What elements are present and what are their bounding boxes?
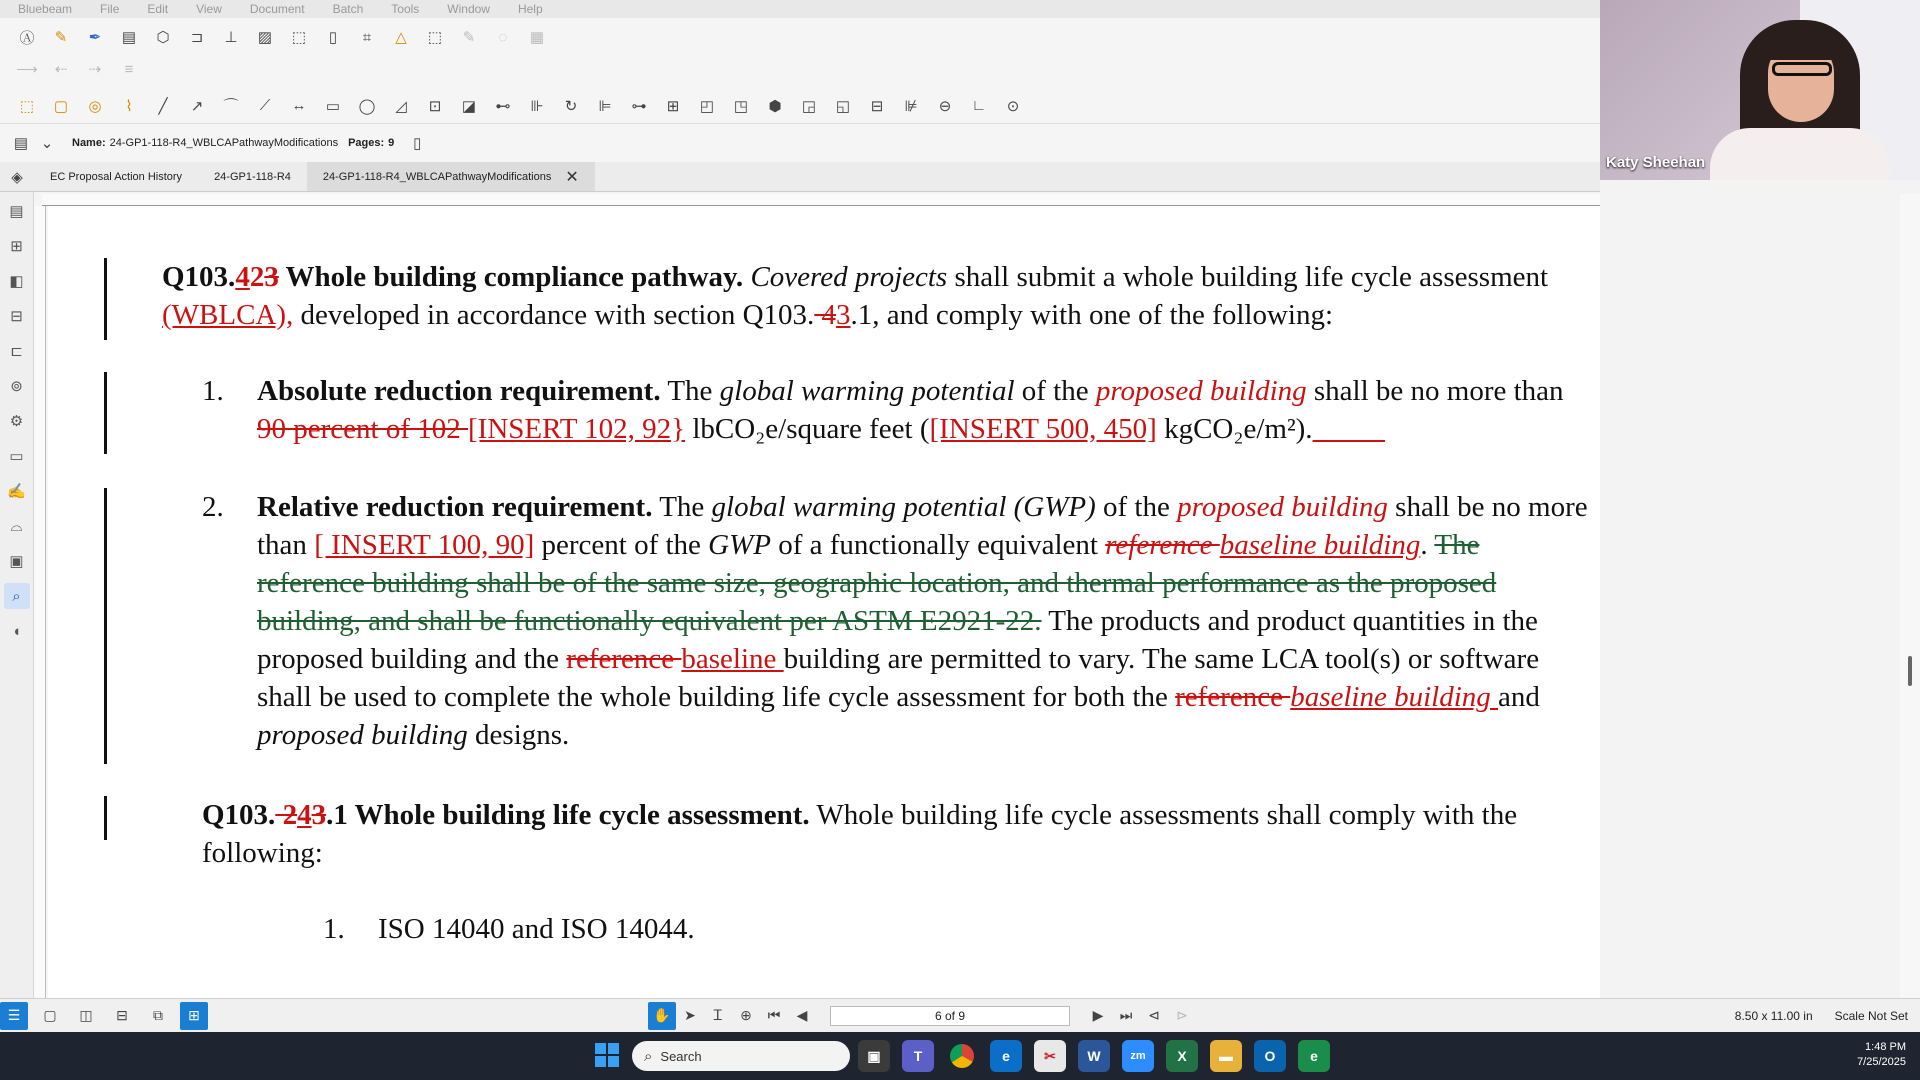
body-text: The products and product quantities in the bbox=[1041, 605, 1538, 637]
body-text: .1, and comply with one of the following: bbox=[850, 299, 1333, 331]
measure-length-icon[interactable]: ⊡ bbox=[428, 97, 442, 115]
defined-term: global warming potential bbox=[719, 375, 1015, 407]
previous-page-icon[interactable]: ◀ bbox=[796, 1007, 808, 1023]
stamp-icon[interactable]: ▤ bbox=[121, 29, 137, 46]
toolbar-markup bbox=[0, 88, 1600, 124]
body-text: shall be no more than bbox=[1306, 375, 1564, 407]
last-page-icon[interactable]: ⏭ bbox=[1119, 1007, 1133, 1023]
layer-icon[interactable]: ◰ bbox=[699, 97, 715, 115]
body-text: Whole building life cycle assessments shall comply with the bbox=[809, 799, 1518, 831]
arrow-icon[interactable]: ↗ bbox=[190, 97, 204, 115]
menu-bar bbox=[0, 0, 1600, 18]
name-label: Name: bbox=[72, 137, 106, 149]
inserted-text: 4 bbox=[297, 799, 312, 831]
change-bar bbox=[104, 258, 107, 340]
inserted-text: baseline bbox=[681, 643, 784, 675]
angle-icon[interactable]: ◱ bbox=[835, 97, 851, 115]
rotate-icon[interactable]: ↻ bbox=[564, 97, 578, 115]
line-width-icon[interactable]: ≡ bbox=[124, 60, 134, 78]
crop-icon[interactable]: ⬚ bbox=[291, 29, 307, 46]
section-number: Q103. bbox=[162, 261, 236, 293]
markup-rect-icon[interactable]: ▢ bbox=[53, 97, 69, 115]
document-icon[interactable]: ▤ bbox=[13, 135, 29, 152]
defined-term: GWP bbox=[708, 529, 771, 561]
file-explorer-icon[interactable]: ▬ bbox=[1210, 1040, 1242, 1072]
grid-icon[interactable]: ⊞ bbox=[10, 238, 23, 255]
measure-perimeter-icon[interactable]: ⊷ bbox=[495, 97, 511, 115]
inserted-text: [ INSERT 100, 90] bbox=[314, 529, 535, 561]
body-text: percent of the bbox=[534, 529, 709, 561]
select-area-icon[interactable]: ⬚ bbox=[427, 29, 443, 46]
edge-icon[interactable]: e bbox=[990, 1040, 1022, 1072]
single-page-icon[interactable]: ▢ bbox=[43, 1007, 57, 1023]
teams-icon[interactable]: T bbox=[902, 1040, 934, 1072]
diameter-icon[interactable]: ◲ bbox=[801, 97, 817, 115]
body-text: The bbox=[660, 375, 720, 407]
tab-label: 24-GP1-118-R4_WBLCAPathwayModifications bbox=[322, 170, 552, 183]
task-view-icon[interactable]: ▣ bbox=[858, 1040, 890, 1072]
document-tabs bbox=[0, 162, 1600, 192]
menu-item[interactable]: Edit bbox=[147, 2, 169, 16]
shape-icon[interactable]: ⬡ bbox=[156, 29, 170, 46]
menu-item[interactable]: Window bbox=[447, 2, 490, 16]
alert-icon[interactable]: △ bbox=[395, 29, 407, 46]
body-text: of a functionally equivalent bbox=[771, 529, 1106, 561]
back-view-icon[interactable]: ⊲ bbox=[1148, 1007, 1160, 1023]
inserted-text: 4 bbox=[235, 261, 250, 293]
sync-icon[interactable]: ⧉ bbox=[153, 1007, 163, 1023]
polyline-icon[interactable]: ⟋ bbox=[259, 97, 271, 114]
callout-icon[interactable]: ⊐ bbox=[190, 29, 204, 46]
distribute-icon[interactable]: ⊶ bbox=[631, 97, 647, 115]
menu-item[interactable]: View bbox=[196, 2, 222, 16]
signature-icon[interactable]: ✍ bbox=[7, 483, 26, 500]
angle-measure-icon[interactable]: ∟ bbox=[971, 97, 987, 114]
location-icon[interactable]: ⊚ bbox=[10, 378, 23, 395]
body-text: than bbox=[257, 529, 315, 561]
stamp-tool-icon[interactable]: ⊥ bbox=[224, 29, 238, 46]
body-text: and bbox=[1498, 681, 1540, 713]
changed-text: 2 bbox=[249, 261, 265, 293]
clock-time: 1:48 PM bbox=[1865, 1041, 1906, 1053]
system-clock[interactable] bbox=[1846, 1040, 1906, 1070]
document-name: 24-GP1-118-R4_WBLCAPathwayModifications bbox=[109, 137, 339, 149]
item-relative-reduction bbox=[202, 488, 1600, 754]
page-number-field[interactable]: 6 of 9 bbox=[830, 1006, 1070, 1026]
defined-term: proposed building bbox=[1177, 491, 1388, 523]
section-q103-whole-building-pathway bbox=[162, 258, 1582, 334]
properties-bar bbox=[0, 128, 1600, 158]
deleted-text: 3 bbox=[264, 261, 279, 293]
horizontal-ruler bbox=[42, 194, 1600, 206]
body-text: of the bbox=[1014, 375, 1096, 407]
item-absolute-reduction bbox=[202, 372, 1600, 448]
count-icon[interactable]: ⊯ bbox=[904, 97, 918, 115]
inserted-text bbox=[1313, 413, 1386, 445]
inserted-text: [INSERT 102, 92} bbox=[468, 413, 686, 445]
tab-ec-proposal-action-history[interactable] bbox=[34, 162, 198, 191]
body-text: designs. bbox=[467, 719, 570, 751]
defined-term: Covered projects bbox=[743, 261, 948, 293]
toolbar-line-styles bbox=[0, 54, 1600, 84]
page-setup-icon[interactable]: ▯ bbox=[413, 135, 422, 152]
select-icon[interactable]: ➤ bbox=[684, 1007, 696, 1023]
text-select-icon[interactable]: Ꮖ bbox=[713, 1007, 723, 1023]
crop-tool-icon[interactable]: ⌗ bbox=[362, 28, 372, 46]
split-horizontal-icon[interactable]: ⊟ bbox=[116, 1007, 128, 1023]
body-text: . bbox=[1420, 529, 1435, 561]
body-text: kgCO₂e/m²). bbox=[1156, 413, 1313, 445]
inserted-text: (WBLCA), bbox=[162, 299, 294, 331]
taskbar-search[interactable] bbox=[632, 1041, 850, 1071]
defined-term: global warming potential (GWP) bbox=[711, 491, 1096, 523]
inserted-text: 3 bbox=[836, 299, 851, 331]
line-icon[interactable]: ╱ bbox=[158, 97, 168, 115]
item-iso-standards bbox=[323, 910, 1523, 948]
item-heading: Relative reduction requirement. bbox=[257, 491, 653, 523]
vertical-ruler bbox=[34, 206, 46, 998]
defined-term: proposed building bbox=[1095, 375, 1307, 407]
left-panel-bar bbox=[0, 192, 34, 998]
arc-icon[interactable]: ⌒ bbox=[223, 98, 239, 115]
toolbar-main bbox=[0, 20, 1600, 54]
page-size: 8.50 x 11.00 in bbox=[1734, 1008, 1813, 1023]
markup-cloud-icon[interactable]: ◎ bbox=[88, 97, 102, 115]
tab-label: EC Proposal Action History bbox=[50, 170, 183, 183]
section-heading: Whole building compliance pathway. bbox=[278, 261, 744, 293]
volume-icon[interactable]: ◳ bbox=[733, 97, 749, 115]
inserted-text: [INSERT 500, 450] bbox=[929, 413, 1157, 445]
toolchest-icon[interactable]: ⊟ bbox=[10, 308, 23, 325]
deleted-text: reference bbox=[1105, 529, 1220, 561]
document-page bbox=[48, 206, 1600, 998]
deleted-text: reference bbox=[566, 643, 682, 675]
scale-status[interactable]: Scale Not Set bbox=[1834, 1008, 1908, 1023]
menu-item[interactable]: Document bbox=[249, 2, 305, 16]
page-count: 9 bbox=[388, 137, 395, 149]
page-icon[interactable]: ▯ bbox=[328, 29, 338, 46]
disabled-tool-icon: ◌ bbox=[498, 28, 508, 46]
body-text: of the bbox=[1095, 491, 1178, 523]
highlight-icon[interactable]: ✎ bbox=[54, 29, 68, 46]
thumbnails-icon[interactable]: ▤ bbox=[9, 203, 24, 220]
tab-wblca-pathway-modifications[interactable] bbox=[307, 162, 595, 191]
settings-icon[interactable]: ⚙ bbox=[9, 413, 24, 430]
participant-body bbox=[1710, 128, 1890, 180]
change-bar bbox=[104, 372, 107, 454]
align-icon[interactable]: ⊫ bbox=[598, 97, 612, 115]
polygon-icon[interactable]: ◿ bbox=[395, 97, 407, 115]
word-icon[interactable]: W bbox=[1078, 1040, 1110, 1072]
chrome-icon[interactable] bbox=[946, 1040, 978, 1072]
body-text: proposed building and the bbox=[257, 643, 567, 675]
body-text: following: bbox=[202, 837, 323, 869]
list-view-icon[interactable]: ☰ bbox=[0, 1002, 28, 1030]
cloud-icon[interactable]: ◖ bbox=[11, 622, 22, 640]
ellipse-icon[interactable]: ◯ bbox=[358, 97, 376, 115]
menu-item[interactable]: Batch bbox=[332, 2, 364, 16]
group-icon[interactable]: ⊞ bbox=[666, 97, 680, 115]
menu-item[interactable]: File bbox=[100, 2, 120, 16]
section-q103-wblca bbox=[202, 796, 1600, 872]
deleted-text: building, and shall be functionally equivalent per ASTM E2921-22. bbox=[257, 605, 1042, 637]
tab-24-gp1-118-r4[interactable] bbox=[198, 162, 307, 191]
snap-icon[interactable]: ⊞ bbox=[180, 1002, 208, 1030]
body-text: building are permitted to vary. The same LCA tool(s) or software bbox=[783, 643, 1540, 675]
zoom-icon[interactable]: zm bbox=[1122, 1040, 1154, 1072]
excel-icon[interactable]: X bbox=[1166, 1040, 1198, 1072]
line-start-icon[interactable]: ⇢ bbox=[88, 61, 102, 78]
file-access-icon[interactable]: ⊏ bbox=[10, 343, 23, 360]
disabled-tool-icon: ▦ bbox=[529, 29, 545, 46]
body-text: shall be used to complete the whole building life cycle assessment for both the bbox=[257, 681, 1176, 713]
markup-select-icon[interactable]: ⬚ bbox=[19, 97, 35, 115]
layers-icon[interactable]: ◈ bbox=[11, 169, 23, 186]
pan-icon[interactable]: ✋ bbox=[648, 1002, 676, 1030]
line-end-icon[interactable]: ⇠ bbox=[54, 61, 68, 78]
deleted-text: 90 percent of 102 bbox=[257, 413, 468, 445]
item-heading: Absolute reduction requirement. bbox=[257, 375, 661, 407]
cube-icon[interactable]: ⬢ bbox=[768, 97, 782, 115]
next-page-icon[interactable]: ▶ bbox=[1092, 1007, 1104, 1023]
clock-date: 7/25/2025 bbox=[1857, 1056, 1906, 1068]
deleted-text: 2 bbox=[275, 799, 298, 831]
deleted-text: reference bbox=[1175, 681, 1291, 713]
list-number: 2. bbox=[202, 491, 224, 523]
deleted-text: 3 bbox=[311, 799, 327, 831]
section-heading: .1 Whole building life cycle assessment. bbox=[326, 799, 810, 831]
outlook-icon[interactable]: O bbox=[1254, 1040, 1286, 1072]
rectangle-icon[interactable]: ▭ bbox=[325, 97, 341, 115]
deleted-text: 4 bbox=[814, 299, 837, 331]
split-vertical-icon[interactable]: ◫ bbox=[79, 1007, 93, 1023]
search-placeholder: Search bbox=[660, 1048, 702, 1064]
measure-area-icon[interactable]: ◪ bbox=[461, 97, 477, 115]
search-icon: ⌕ bbox=[644, 1047, 653, 1065]
scrollbar-thumb[interactable] bbox=[1908, 656, 1912, 686]
snipping-tool-icon[interactable]: ✂ bbox=[1034, 1040, 1066, 1072]
disabled-tool-icon: ✎ bbox=[462, 29, 476, 46]
vertical-scrollbar-track[interactable] bbox=[1900, 194, 1920, 998]
edge-dev-icon[interactable]: e bbox=[1298, 1040, 1330, 1072]
body-text: lbCO₂e/square feet ( bbox=[685, 413, 930, 445]
radius-icon[interactable]: ⊟ bbox=[870, 97, 884, 115]
video-call-tile bbox=[1600, 0, 1920, 180]
close-icon[interactable]: ✕ bbox=[565, 168, 579, 186]
dynamic-fill-icon[interactable]: ⊙ bbox=[1006, 97, 1020, 115]
bookmarks-icon[interactable]: ◧ bbox=[9, 273, 24, 290]
section-number: Q103. bbox=[202, 799, 276, 831]
text-tool-icon[interactable]: Ⓐ bbox=[19, 29, 35, 47]
first-page-icon[interactable]: ⏮ bbox=[767, 1007, 781, 1023]
image-icon[interactable]: ▨ bbox=[257, 29, 273, 46]
menu-item[interactable]: Bluebeam bbox=[18, 2, 73, 16]
body-text: shall be no more bbox=[1387, 491, 1588, 523]
list-number: 1. bbox=[202, 375, 224, 407]
menu-item[interactable]: Help bbox=[517, 2, 543, 16]
links-icon[interactable]: ⌓ bbox=[10, 517, 23, 535]
search-icon[interactable]: ⌕ bbox=[4, 583, 30, 609]
participant-bangs bbox=[1760, 22, 1844, 60]
menu-item[interactable]: Tools bbox=[391, 2, 420, 16]
body-text: The bbox=[652, 491, 712, 523]
tab-label: 24-GP1-118-R4 bbox=[214, 170, 291, 183]
list-number: 1. bbox=[323, 913, 345, 945]
chevron-down-icon[interactable]: ⌄ bbox=[40, 135, 54, 152]
markup-polyline-icon[interactable]: ⌇ bbox=[125, 97, 133, 115]
change-bar bbox=[104, 796, 107, 840]
body-text: ISO 14040 and ISO 14044. bbox=[378, 913, 695, 945]
defined-term: proposed building bbox=[257, 719, 468, 751]
measurement-icon[interactable]: ▭ bbox=[9, 448, 24, 465]
body-text: shall submit a whole building life cycle assessment bbox=[947, 261, 1549, 293]
pages-label: Pages: bbox=[348, 137, 385, 149]
status-bar bbox=[0, 998, 1920, 1032]
windows-start-icon[interactable] bbox=[594, 1042, 620, 1068]
participant-glasses bbox=[1772, 62, 1832, 76]
inserted-text: baseline building bbox=[1290, 681, 1499, 713]
inserted-text: baseline building bbox=[1219, 529, 1421, 561]
participant-name: Katy Sheehan bbox=[1606, 154, 1706, 171]
calibrate-icon[interactable]: ⊖ bbox=[938, 97, 952, 115]
dimension-icon[interactable]: ↔ bbox=[291, 97, 307, 114]
zoom-icon[interactable]: ⊕ bbox=[740, 1007, 752, 1023]
body-text: developed in accordance with section Q103. bbox=[293, 299, 815, 331]
line-style-icon[interactable]: ⟶ bbox=[16, 61, 38, 78]
change-bar bbox=[104, 488, 107, 764]
pen-icon[interactable]: ✒ bbox=[88, 29, 102, 46]
printer-icon[interactable]: ▣ bbox=[9, 553, 24, 570]
deleted-text: The bbox=[1434, 529, 1480, 561]
deleted-text: reference building shall be of the same size, geographic location, and thermal performance as the proposed bbox=[257, 567, 1497, 599]
measure-count-icon[interactable]: ⊪ bbox=[530, 97, 544, 115]
forward-view-icon: ⊳ bbox=[1176, 1007, 1188, 1023]
